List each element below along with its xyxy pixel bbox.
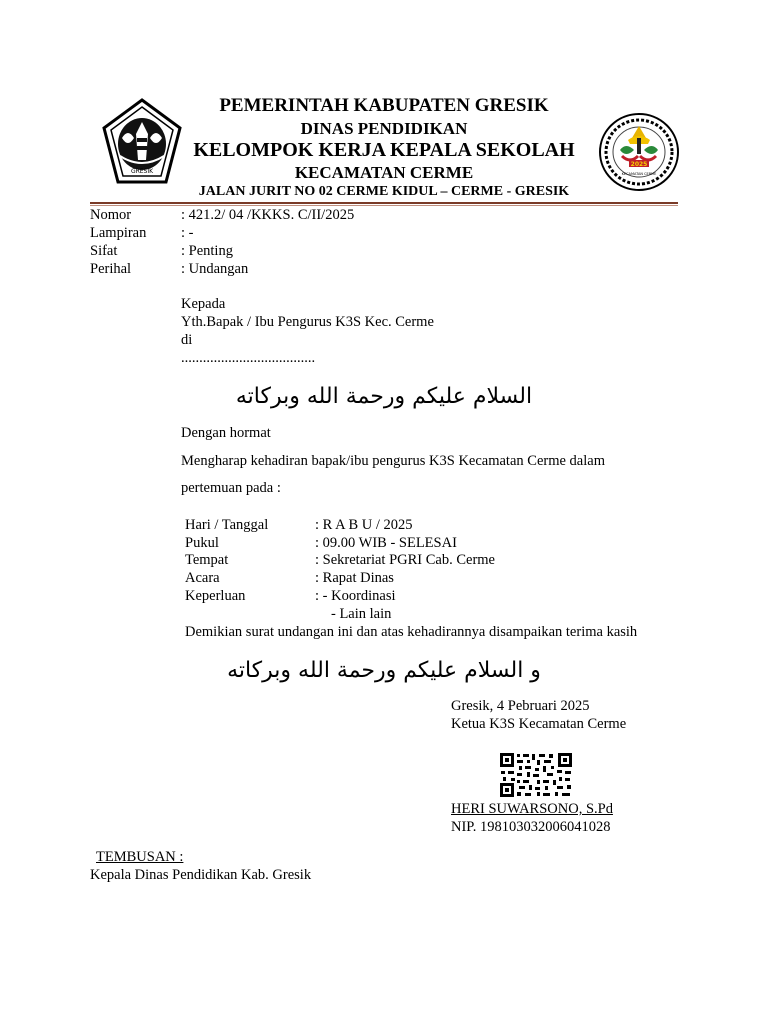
detail-value-acara: : Rapat Dinas: [315, 570, 394, 586]
k3s-logo-text: KECAMATAN CERME: [621, 172, 657, 176]
recipient-kepada: Kepada: [181, 296, 226, 312]
detail-label-acara: Acara: [185, 570, 220, 586]
letterhead-line-4: KECAMATAN CERME: [294, 163, 474, 182]
body-line-2: pertemuan pada :: [181, 480, 281, 496]
detail-value-hari: : R A B U / 2025: [315, 517, 413, 533]
detail-value-pukul: : 09.00 WIB - SELESAI: [315, 535, 457, 551]
detail-label-keperluan: Keperluan: [185, 588, 246, 604]
body-line-1: Mengharap kehadiran bapak/ibu pengurus K3S Kecamatan Cerme dalam: [181, 453, 605, 469]
letterhead-rule-thin: [90, 205, 678, 206]
detail-label-tempat: Tempat: [185, 552, 229, 568]
detail-value-keperluan-2: - Lain lain: [331, 606, 392, 622]
letterhead-line-1: PEMERINTAH KABUPATEN GRESIK: [219, 95, 549, 116]
signature-qr-code: [499, 752, 573, 798]
recipient-name: Yth.Bapak / Ibu Pengurus K3S Kec. Cerme: [181, 314, 434, 330]
tembusan-title: TEMBUSAN :: [96, 849, 184, 865]
closing-sentence: Demikian surat undangan ini dan atas kehadirannya disampaikan terima kasih: [185, 624, 638, 640]
recipient-dots: .....................................: [181, 350, 316, 366]
meta-label-perihal: Perihal: [90, 261, 132, 277]
meta-value-nomor: : 421.2/ 04 /KKKS. C/II/2025: [181, 207, 355, 223]
signature-position: Ketua K3S Kecamatan Cerme: [451, 716, 627, 732]
letterhead-line-2: DINAS PENDIDIKAN: [300, 119, 468, 138]
letterhead-rule-thick: [90, 202, 678, 204]
greeting: Dengan hormat: [181, 425, 271, 441]
meta-value-lampiran: : -: [181, 225, 194, 241]
meta-label-sifat: Sifat: [90, 243, 118, 259]
detail-label-pukul: Pukul: [185, 535, 219, 551]
salam-opening: السلام عليكم ورحمة الله وبركاته: [235, 384, 533, 409]
letterhead-line-3: KELOMPOK KERJA KEPALA SEKOLAH: [193, 139, 575, 161]
detail-value-keperluan: : - Koordinasi: [315, 588, 396, 604]
detail-value-tempat: : Sekretariat PGRI Cab. Cerme: [315, 552, 495, 568]
meta-label-lampiran: Lampiran: [90, 225, 147, 241]
tembusan-item: Kepala Dinas Pendidikan Kab. Gresik: [90, 867, 312, 883]
salam-closing: و السلام عليكم ورحمة الله وبركاته: [227, 658, 541, 683]
letterhead-address: JALAN JURIT NO 02 CERME KIDUL – CERME - GRESIK: [198, 184, 570, 199]
recipient-di: di: [181, 332, 193, 348]
detail-label-hari: Hari / Tanggal: [185, 517, 269, 533]
meta-value-sifat: : Penting: [181, 243, 233, 259]
gresik-logo-text: GRESIK: [130, 168, 154, 175]
meta-value-perihal: : Undangan: [181, 261, 249, 277]
signature-place-date: Gresik, 4 Pebruari 2025: [451, 698, 590, 714]
meta-label-nomor: Nomor: [90, 207, 132, 223]
signature-nip: NIP. 198103032006041028: [451, 819, 611, 835]
k3s-logo-year: 2025: [630, 161, 648, 168]
signature-name: HERI SUWARSONO, S.Pd: [451, 801, 613, 817]
